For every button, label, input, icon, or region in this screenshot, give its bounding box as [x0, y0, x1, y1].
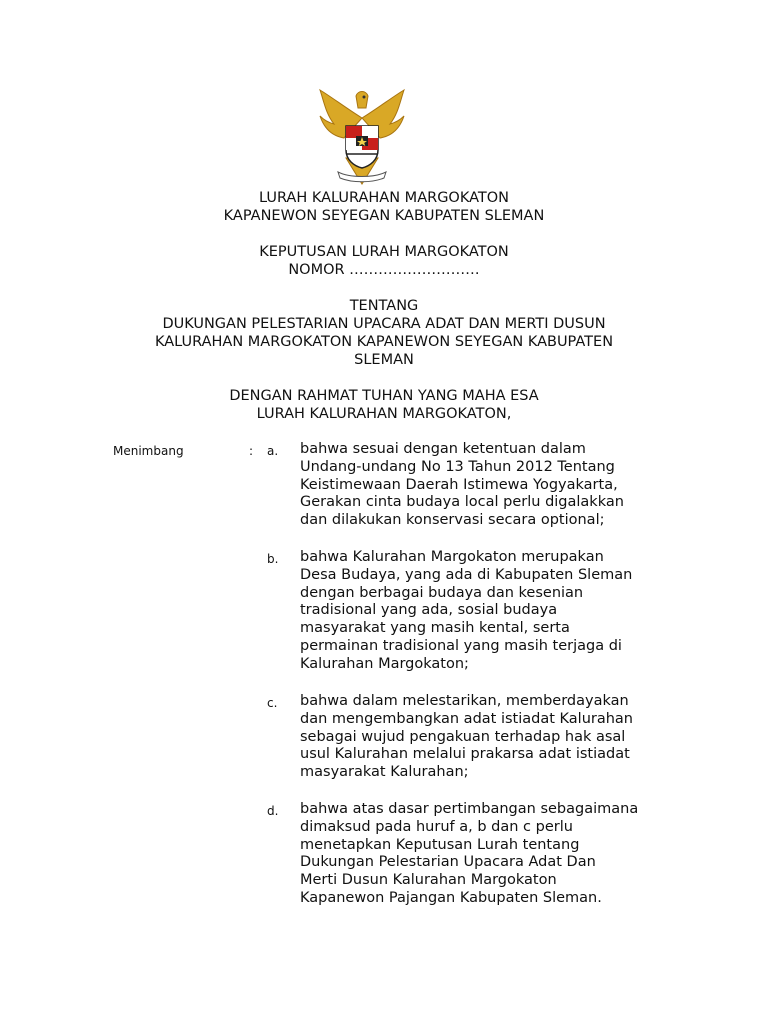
- item-line: dan mengembangkan adat istiadat Kalurahan: [300, 710, 633, 727]
- issuer-line-1: LURAH KALURAHAN MARGOKATON: [258, 190, 510, 206]
- item-line: Merti Dusun Kalurahan Margokaton: [300, 872, 557, 889]
- item-line: Kapanewon Pajangan Kabupaten Sleman.: [300, 889, 602, 906]
- item-line: Keistimewaan Daerah Istimewa Yogyakarta,: [300, 476, 618, 493]
- issuer-line-2: KAPANEWON SEYEGAN KABUPATEN SLEMAN: [223, 208, 545, 224]
- subject-line: SLEMAN: [354, 352, 414, 368]
- item-line: dimaksud pada huruf a, b dan c perlu: [300, 818, 573, 835]
- decree-number: NOMOR ………………………: [288, 262, 480, 278]
- decree-title: KEPUTUSAN LURAH MARGOKATON: [259, 244, 509, 260]
- item-line: bahwa Kalurahan Margokaton merupakan: [300, 549, 604, 565]
- considering-item-c: [300, 693, 680, 782]
- item-line: bahwa atas dasar pertimbangan sebagaimana: [300, 801, 639, 817]
- item-letter-a: a.: [267, 444, 279, 458]
- subject-line: KALURAHAN MARGOKATON KAPANEWON SEYEGAN KABUPATEN: [154, 334, 614, 350]
- item-letter-d: d.: [267, 804, 279, 818]
- item-line: Dukungan Pelestarian Upacara Adat Dan: [300, 854, 596, 871]
- item-line: Kalurahan Margokaton;: [300, 655, 469, 672]
- invocation-line-1: DENGAN RAHMAT TUHAN YANG MAHA ESA: [229, 388, 539, 404]
- item-line: masyarakat yang masih kental, serta: [300, 620, 570, 637]
- item-line: usul Kalurahan melalui prakarsa adat istiadat: [300, 746, 630, 763]
- considering-item-b: [300, 549, 680, 674]
- considering-item-a: [300, 441, 680, 530]
- subject-label: TENTANG: [349, 298, 419, 314]
- considering-label: Menimbang: [113, 444, 184, 458]
- invocation-line-2: LURAH KALURAHAN MARGOKATON,: [256, 406, 512, 422]
- item-line: Undang-undang No 13 Tahun 2012 Tentang: [300, 458, 615, 475]
- item-letter-c: c.: [267, 696, 278, 710]
- item-line: tradisional yang ada, sosial budaya: [300, 602, 558, 619]
- item-line: menetapkan Keputusan Lurah tentang: [300, 836, 580, 853]
- item-line: bahwa sesuai dengan ketentuan dalam: [300, 441, 586, 457]
- item-line: Gerakan cinta budaya local perlu digalakkan: [300, 494, 624, 511]
- item-line: masyarakat Kalurahan;: [300, 764, 469, 781]
- considering-colon: :: [249, 444, 254, 458]
- item-line: bahwa dalam melestarikan, memberdayakan: [300, 693, 629, 709]
- item-line: dan dilakukan konservasi secara optional;: [300, 512, 605, 529]
- garuda-emblem-icon: [316, 88, 408, 188]
- item-line: permainan tradisional yang masih terjaga di: [300, 637, 622, 654]
- subject-line: DUKUNGAN PELESTARIAN UPACARA ADAT DAN MERTI DUSUN: [162, 316, 606, 332]
- item-line: sebagai wujud pengakuan terhadap hak asal: [300, 728, 626, 745]
- item-line: dengan berbagai budaya dan kesenian: [300, 584, 584, 601]
- item-letter-b: b.: [267, 552, 279, 566]
- item-line: Desa Budaya, yang ada di Kabupaten Sleman: [300, 566, 633, 583]
- considering-item-d: [300, 801, 680, 908]
